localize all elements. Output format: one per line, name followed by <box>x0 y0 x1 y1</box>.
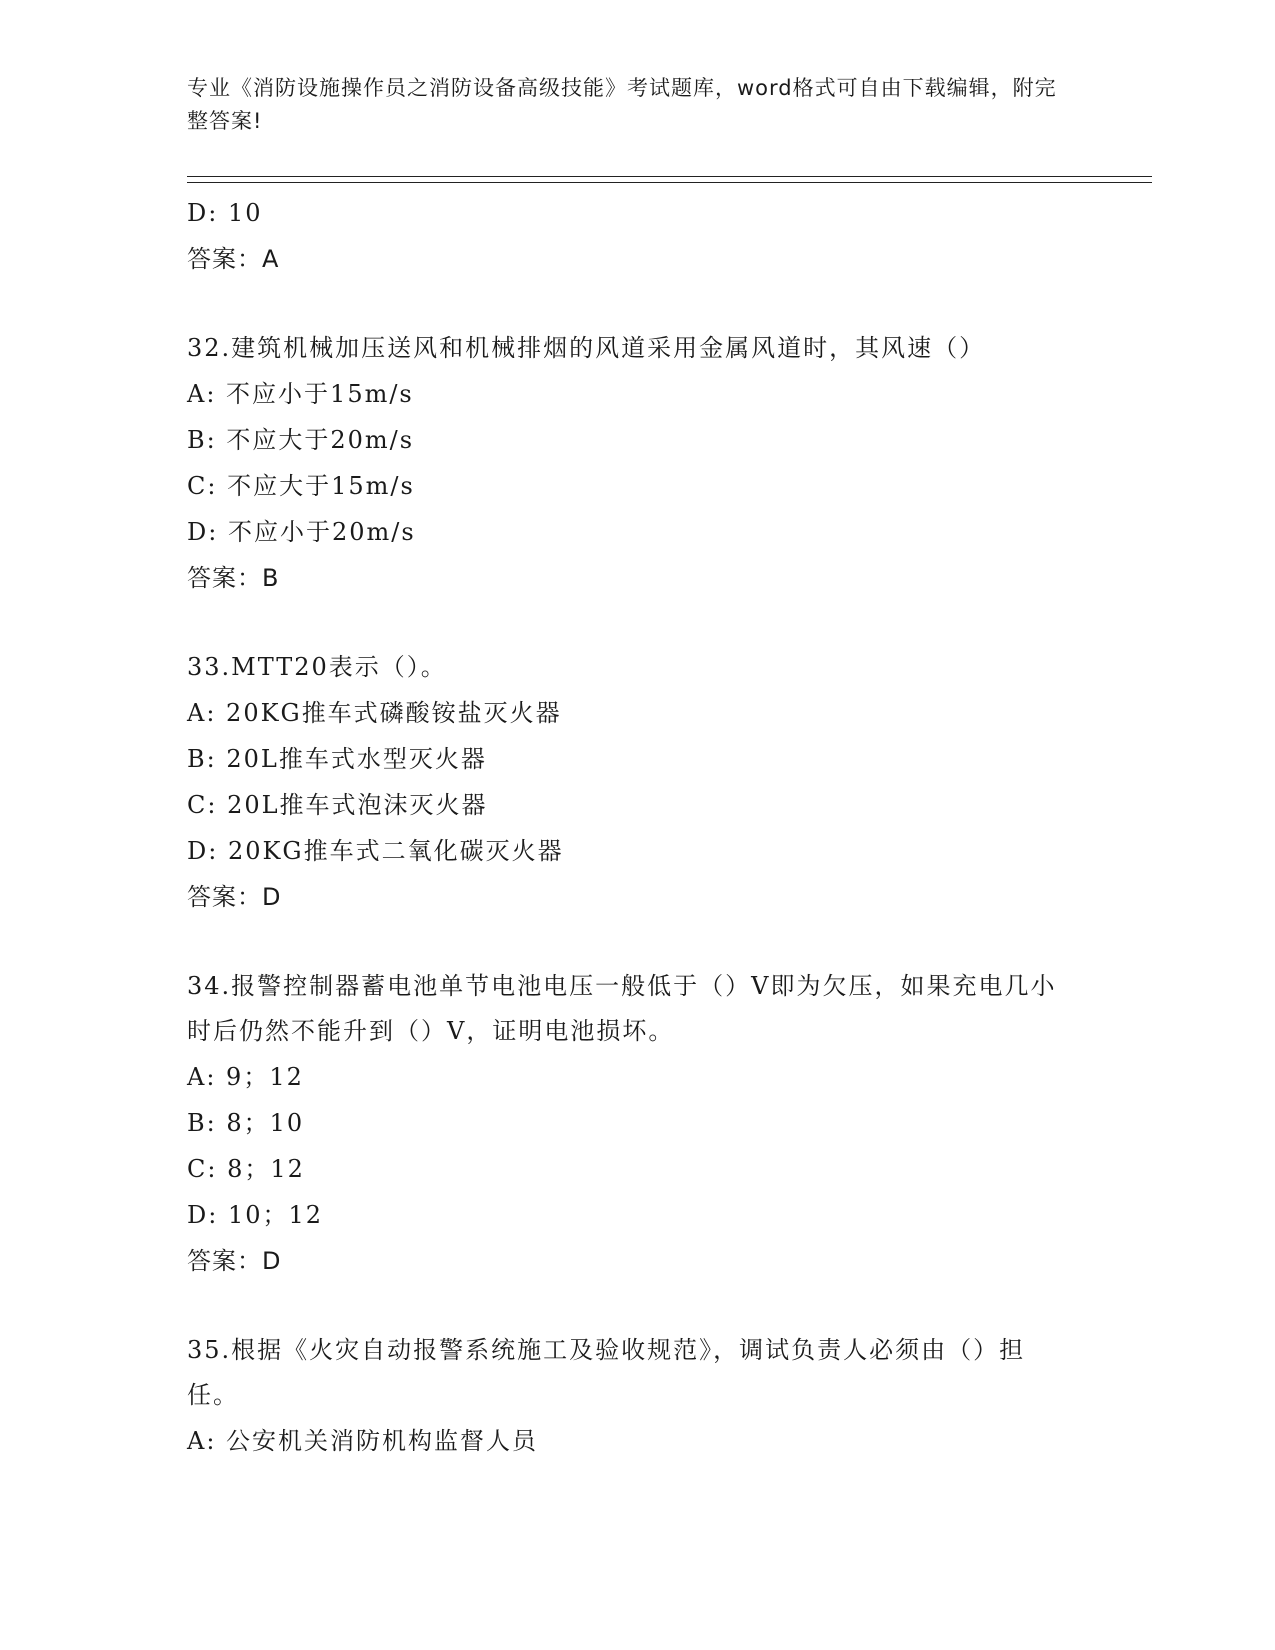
option-d: D: 不应小于20m/s <box>187 518 416 546</box>
option-b: B: 20L推车式水型灭火器 <box>187 745 487 773</box>
question-32 <box>187 326 1087 601</box>
document-body <box>187 190 1087 1464</box>
question-stem: 35.根据《火灾自动报警系统施工及验收规范》，调试负责人必须由（）担任。 <box>187 1336 1026 1409</box>
option-d: D: 20KG推车式二氧化碳灭火器 <box>187 837 564 865</box>
option-b: B: 8；10 <box>187 1109 305 1137</box>
option-d: D: 10 <box>187 199 263 227</box>
header-rule-bottom <box>187 182 1152 183</box>
question-stem: 32.建筑机械加压送风和机械排烟的风道采用金属风道时，其风速（） <box>187 334 986 362</box>
document-header: 专业《消防设施操作员之消防设备高级技能》考试题库，word格式可自由下载编辑，附完整答案! <box>187 76 1057 133</box>
option-a: A: 20KG推车式磷酸铵盐灭火器 <box>187 699 562 727</box>
question-stem: 33.MTT20表示（）。 <box>187 653 447 681</box>
answer: 答案：D <box>187 1247 282 1275</box>
answer: 答案：A <box>187 245 280 273</box>
previous-question-tail <box>187 190 1087 282</box>
question-35 <box>187 1328 1087 1464</box>
option-d: D: 10；12 <box>187 1201 324 1229</box>
option-c: C: 20L推车式泡沫灭火器 <box>187 791 488 819</box>
option-c: C: 8；12 <box>187 1155 305 1183</box>
answer: 答案：D <box>187 883 282 911</box>
header-rule-top <box>187 176 1152 177</box>
option-a: A: 不应小于15m/s <box>187 380 414 408</box>
option-a: A: 公安机关消防机构监督人员 <box>187 1427 539 1455</box>
question-33 <box>187 645 1087 920</box>
option-a: A: 9；12 <box>187 1063 304 1091</box>
question-34 <box>187 964 1087 1284</box>
question-stem: 34.报警控制器蓄电池单节电池电压一般低于（）V即为欠压，如果充电几小时后仍然不能升到（）V，证明电池损坏。 <box>187 972 1057 1045</box>
answer: 答案：B <box>187 564 280 592</box>
option-b: B: 不应大于20m/s <box>187 426 415 454</box>
option-c: C: 不应大于15m/s <box>187 472 415 500</box>
